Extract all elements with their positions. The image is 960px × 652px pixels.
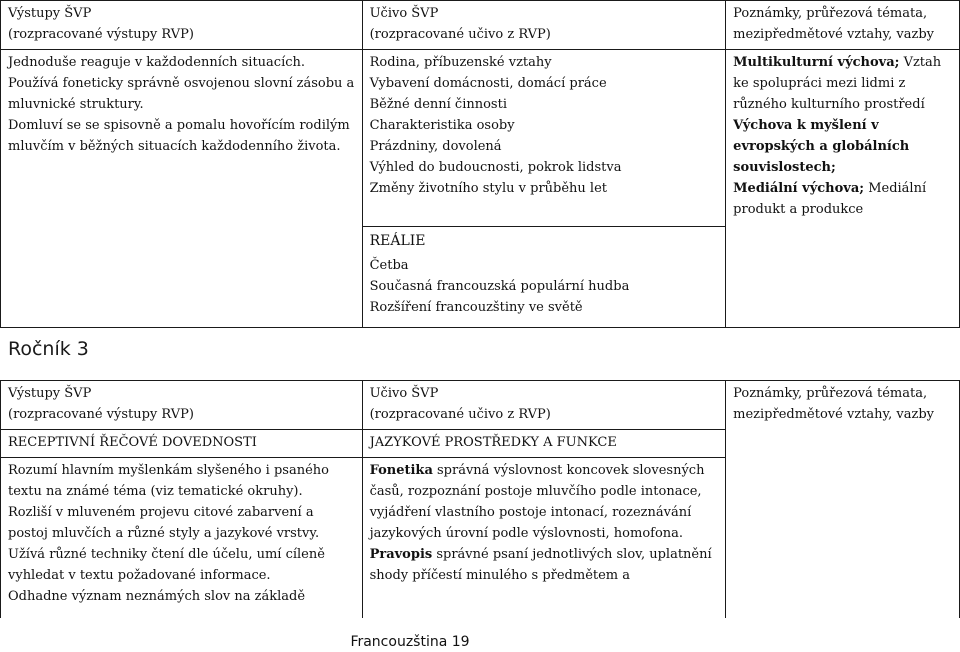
notes-cell — [726, 50, 960, 328]
topic-item: Prázdniny, dovolená — [369, 139, 502, 154]
header-notes-line1: Poznámky, průřezová témata, — [733, 6, 928, 21]
table-header-row — [1, 1, 960, 50]
table-row — [1, 50, 960, 328]
receptive-skills-heading: RECEPTIVNÍ ŘEČOVÉ DOVEDNOSTI — [1, 430, 363, 458]
content-cell — [362, 458, 726, 618]
header-content — [362, 381, 726, 430]
realie-item: Četba — [369, 258, 409, 273]
page-footer — [0, 634, 960, 650]
header-outputs-line2: (rozpracované výstupy RVP) — [8, 407, 194, 422]
header-notes — [726, 1, 960, 50]
year-heading: Ročník 3 — [8, 338, 89, 360]
topic-item: Výhled do budoucnosti, pokrok lidstva — [369, 160, 622, 175]
topic-item: Změny životního stylu v průběhu let — [369, 181, 607, 196]
realie-heading: REÁLIE — [369, 233, 426, 249]
realie-item: Současná francouzská populární hudba — [369, 279, 630, 294]
topic-item: Charakteristika osoby — [369, 118, 515, 133]
multicultural-text: Vztah ke spolupráci mezi lidmi z různého kulturního prostředí — [733, 55, 942, 112]
topic-item: Rodina, příbuzenské vztahy — [369, 55, 552, 70]
header-outputs — [1, 381, 363, 430]
header-content-line1: Učivo ŠVP — [369, 386, 439, 401]
spelling-label: Pravopis — [369, 547, 433, 562]
topic-item: Běžné denní činnosti — [369, 97, 507, 112]
content-cell — [362, 50, 726, 328]
curriculum-table-bottom — [0, 380, 960, 618]
table-header-row — [1, 381, 960, 430]
header-outputs-line2: (rozpracované výstupy RVP) — [8, 27, 194, 42]
header-outputs-line1: Výstupy ŠVP — [8, 386, 92, 401]
language-means-heading: JAZYKOVÉ PROSTŘEDKY A FUNKCE — [362, 430, 726, 458]
header-content-line2: (rozpracované učivo z RVP) — [369, 407, 551, 422]
header-notes-line2: mezipředmětové vztahy, vazby — [733, 27, 935, 42]
outputs-cell: Jednoduše reaguje v každodenních situacích. Používá foneticky správně osvojenou slovní zásobu a mluvnické struktury. Domluví se se spisovně a pomalu hovořícím rodilým mluvčím v běžných situacích každodenního života. — [1, 50, 363, 328]
page-footer-text: Francouzština 19 — [350, 634, 470, 650]
header-content-line1: Učivo ŠVP — [369, 6, 439, 21]
outputs-cell: Rozumí hlavním myšlenkám slyšeného i psaného textu na známé téma (viz tematické okruhy). Rozliší v mluveném projevu citové zabarvení a postoj mluvčích a různé styly a jazykové vrstvy. Užívá různé techniky čtení dle účelu, umí cíleně vyhledat v textu požadované informace. Odhadne význam neznámých slov na základě — [1, 458, 363, 618]
phonetics-text: správná výslovnost koncovek slovesných časů, rozpoznání postoje mluvčího podle intonace, vyjádření vlastního postoje intonací, rozeznávání jazykových úrovní podle výslovnosti, homofona. — [369, 463, 705, 541]
phonetics-label: Fonetika — [369, 463, 433, 478]
multicultural-label: Multikulturní výchova; — [733, 55, 900, 70]
realie-item: Rozšíření francouzštiny ve světě — [369, 300, 583, 315]
spelling-text: správné psaní jednotlivých slov, uplatnění shody příčestí minulého s předmětem a — [369, 547, 712, 583]
header-content — [362, 1, 726, 50]
header-notes-line2: mezipředmětové vztahy, vazby — [733, 407, 935, 422]
header-notes-line1: Poznámky, průřezová témata, — [733, 386, 928, 401]
media-label: Mediální výchova; — [733, 181, 865, 196]
header-outputs-line1: Výstupy ŠVP — [8, 6, 92, 21]
header-outputs — [1, 1, 363, 50]
topic-item: Vybavení domácnosti, domácí práce — [369, 76, 607, 91]
media-text: Mediální produkt a produkce — [733, 181, 927, 217]
header-content-line2: (rozpracované učivo z RVP) — [369, 27, 551, 42]
header-notes — [726, 381, 960, 618]
thinking-label: Výchova k myšlení v evropských a globálních souvislostech; — [733, 118, 910, 175]
